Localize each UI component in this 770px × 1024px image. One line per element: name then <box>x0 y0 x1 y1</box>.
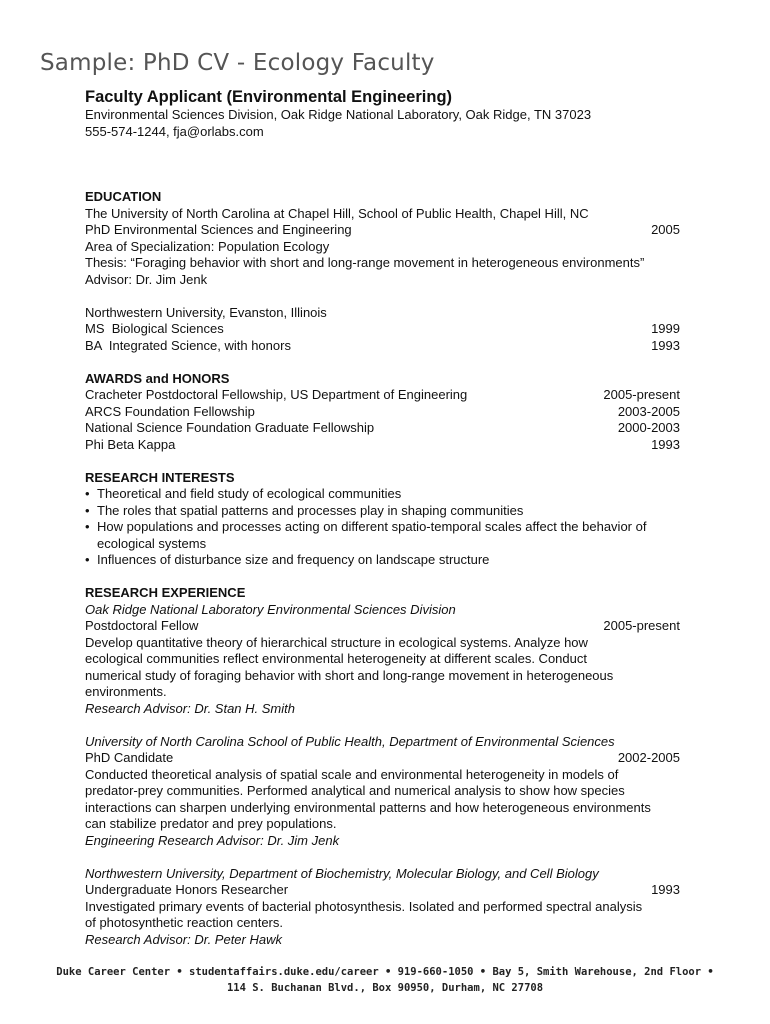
applicant-name: Faculty Applicant (Environmental Engineering) <box>85 88 453 106</box>
award-date: 1993 <box>651 436 680 452</box>
footer-line-2: 114 S. Buchanan Blvd., Box 90950, Durham, NC 27708 <box>226 982 544 994</box>
award-date: 2003-2005 <box>617 403 680 419</box>
experience-description: Develop quantitative theory of hierarchical structure in ecological systems. Analyze how ecological communities reflect environmental heterogeneity at different scales. Conduct numerical study of foraging behavior with short and long-range movement in heterogeneous environments. <box>85 634 614 699</box>
unc-specialization: Area of Specialization: Population Ecology <box>85 238 330 254</box>
interest-item: • How populations and processes acting on different spatio-temporal scales affect the behavior of ecological systems <box>85 519 680 552</box>
experience-date: 2005-present <box>603 618 680 633</box>
footer-line-1: Duke Career Center • studentaffairs.duke.edu/career • 919-660-1050 • Bay 5, Smith Warehouse, 2nd Floor • <box>56 966 714 978</box>
document-banner-title: Sample: PhD CV - Ecology Faculty <box>40 50 435 76</box>
nw-school: Northwestern University, Evanston, Illinois <box>85 304 327 320</box>
interest-item: • The roles that spatial patterns and processes play in shaping communities <box>85 503 680 520</box>
award-row <box>85 420 680 437</box>
award-date: 2005-present <box>603 387 680 402</box>
nw-ba-row <box>85 338 680 355</box>
award-row <box>85 404 680 421</box>
experience-advisor: Research Advisor: Dr. Peter Hawk <box>85 931 282 947</box>
experience-advisor: Research Advisor: Dr. Stan H. Smith <box>85 700 295 716</box>
unc-thesis: Thesis: “Foraging behavior with short and long-range movement in heterogeneous environments” <box>85 255 645 270</box>
award-label: Phi Beta Kappa <box>85 436 176 452</box>
unc-degree-year: 2005 <box>651 222 680 237</box>
experience-org: Oak Ridge National Laboratory Environmental Sciences Division <box>85 601 456 617</box>
interests-list <box>85 486 680 569</box>
experience-org: University of North Carolina School of Public Health, Department of Environmental Sciences <box>85 733 615 749</box>
award-row <box>85 437 680 454</box>
experience-role: Postdoctoral Fellow <box>85 618 199 633</box>
nw-ba-degree: BA Integrated Science, with honors <box>85 337 291 353</box>
awards-heading: AWARDS and HONORS <box>85 370 230 386</box>
cv-body <box>85 88 680 948</box>
nw-ms-year: 1999 <box>651 321 680 336</box>
unc-advisor: Advisor: Dr. Jim Jenk <box>85 271 208 287</box>
experience-description: Conducted theoretical analysis of spatial scale and environmental heterogeneity in models of predator-prey communities. Performed analytical and numerical analysis to show how species interactions can sharpen underlying environmental patterns and how heterogeneous environments can stabilize predator and prey populations. <box>85 766 651 831</box>
applicant-address: Environmental Sciences Division, Oak Ridge National Laboratory, Oak Ridge, TN 37023 <box>85 107 592 122</box>
experience-entry <box>85 602 680 718</box>
experience-entry <box>85 734 680 850</box>
award-label: Cracheter Postdoctoral Fellowship, US Department of Engineering <box>85 387 468 402</box>
experience-description: Investigated primary events of bacterial photosynthesis. Isolated and performed spectral analysis of photosynthetic reaction centers. <box>85 898 643 930</box>
education-heading: EDUCATION <box>85 189 162 204</box>
unc-degree-row <box>85 222 680 239</box>
experience-heading: RESEARCH EXPERIENCE <box>85 585 246 600</box>
nw-ba-year: 1993 <box>651 337 680 353</box>
experience-role: PhD Candidate <box>85 750 174 765</box>
nw-ms-row <box>85 321 680 338</box>
experience-entry <box>85 866 680 949</box>
unc-school: The University of North Carolina at Chapel Hill, School of Public Health, Chapel Hill, NC <box>85 205 589 221</box>
unc-degree: PhD Environmental Sciences and Engineering <box>85 222 352 237</box>
interest-item: • Theoretical and field study of ecological communities <box>85 486 680 503</box>
experience-date: 1993 <box>651 882 680 897</box>
experience-role: Undergraduate Honors Researcher <box>85 882 289 897</box>
experience-role-row <box>85 618 680 635</box>
interests-heading: RESEARCH INTERESTS <box>85 469 235 485</box>
experience-date: 2002-2005 <box>617 750 680 765</box>
applicant-contact: 555-574-1244, fja@orlabs.com <box>85 123 264 139</box>
experience-advisor: Engineering Research Advisor: Dr. Jim Jenk <box>85 832 340 848</box>
interest-item: • Influences of disturbance size and frequency on landscape structure <box>85 552 680 569</box>
award-date: 2000-2003 <box>617 420 680 435</box>
page-footer <box>0 964 770 996</box>
award-row <box>85 387 680 404</box>
experience-org: Northwestern University, Department of Biochemistry, Molecular Biology, and Cell Biology <box>85 865 599 881</box>
nw-ms-degree: MS Biological Sciences <box>85 321 224 336</box>
award-label: ARCS Foundation Fellowship <box>85 403 255 419</box>
experience-role-row <box>85 882 680 899</box>
award-label: National Science Foundation Graduate Fellowship <box>85 420 375 435</box>
experience-role-row <box>85 750 680 767</box>
